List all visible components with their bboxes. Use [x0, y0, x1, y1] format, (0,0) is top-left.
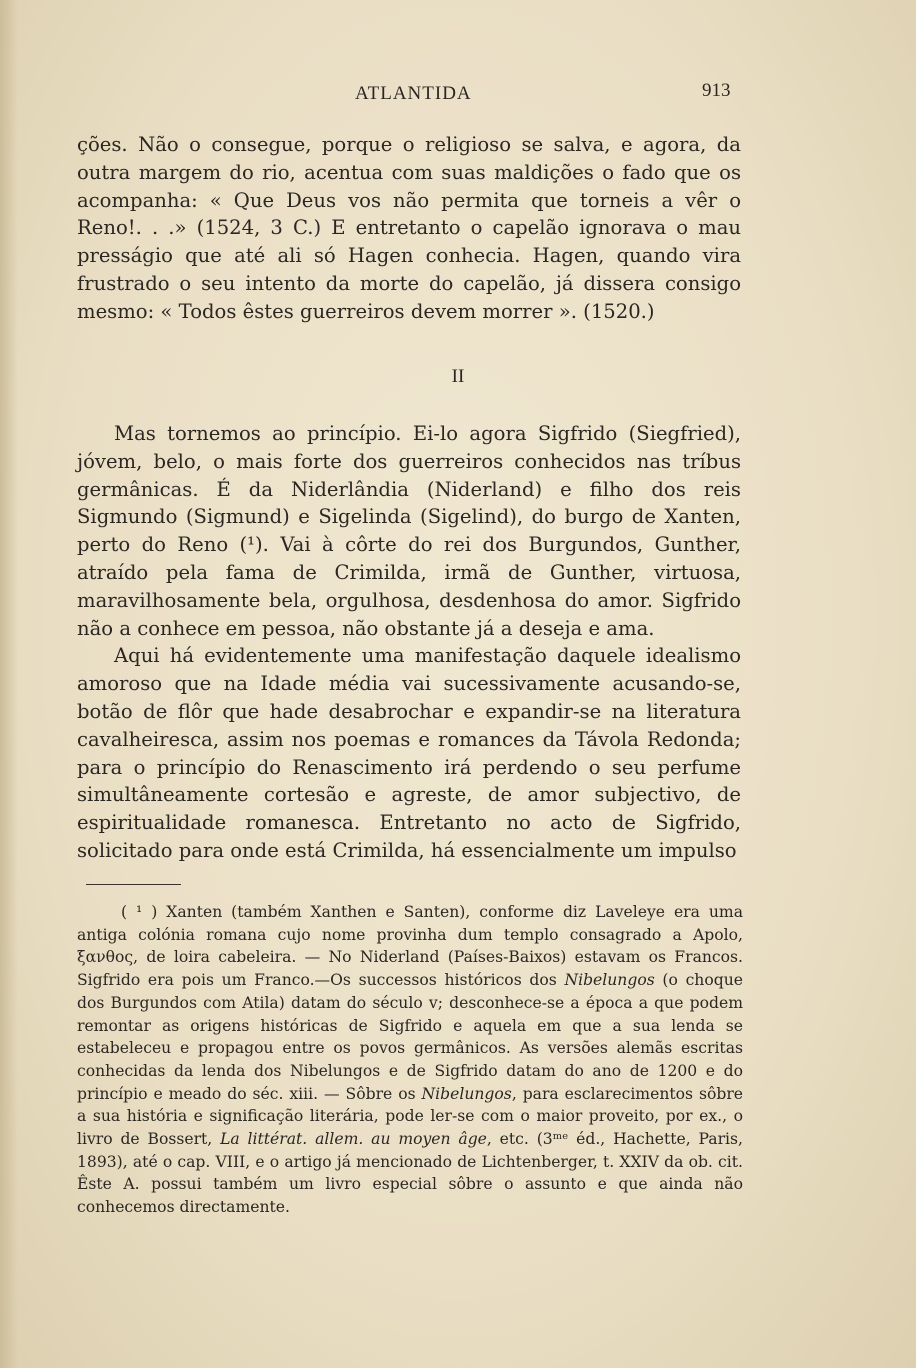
footnote-text-4: , etc. (3ᵐᵉ éd., Hachette, Paris, 1893), até o cap. VIII, e o artigo já mencionado de Lichtenberger, t. XXIV da ob. cit. Êste A. possui também um livro especial sôbre o assunto e que ainda não conhecemos directamente.: [77, 1130, 744, 1217]
continuation-paragraph-block: [77, 131, 741, 326]
continuation-paragraph: ções. Não o consegue, porque o religioso se salva, e agora, da outra margem do rio, acentua com suas maldições o fado que os acompanha: « Que Deus vos não permita que torneis a vêr o Reno!. . .» (1524, 3 C.) E entretanto o capelão ignorava o mau presságio que até ali só Hagen conhecia. Hagen, quando vira frustrado o seu intento da morte do capelão, já dissera consigo mesmo: « Todos êstes guerreiros devem morrer ». (1520.): [77, 133, 741, 323]
footnote: [77, 901, 743, 1219]
footnote-text-3: , para esclarecimentos sôbre a sua história e significação literária, pode ler-se com o maior proveito, por ex., o livro de Bossert,: [77, 1084, 743, 1149]
paragraph-idealismo: Aqui há evidentemente uma manifestação daquele idealismo amoroso que na Idade média vai sucessivamente acusando-se, botão de flôr que hade desabrochar e expandir-se na literatura cavalheiresca, assim nos poemas e romances da Távola Redonda; para o princípio do Renascimento irá perdendo o seu perfume simultâneamente cortesão e agreste, de amor subjectivo, de espiritualidade romanesca. Entretanto no acto de Sigfrido, solicitado para onde está Crimilda, há essencialmente um impulso: [77, 644, 741, 862]
footnote-title-bossert: La littérat. allem. au moyen âge: [220, 1130, 487, 1149]
page-header: [0, 80, 916, 110]
footnote-marker: ( ¹ ): [121, 903, 158, 921]
section-number: II: [451, 366, 465, 387]
footnote-text-2: (o choque dos Burgundos com Atila) datam do século v; desconhece-se a época a que podem remontar as origens históricas de Sigfrido e aquela em que a sua lenda se estabeleceu e propagou entre os povos germânicos. As versões alemãs escritas conhecidas da lenda dos Nibelungos e de Sigfrido datam do ano de 1200 e do princípio e meado do séc. xiii. — Sôbre os: [77, 971, 743, 1103]
footnote-text-1: Xanten (também Xanthen e Santen), conforme diz Laveleye era uma antiga colónia romana cujo nome provinha dum templo consagrado a Apolo, ξανθος, de loira cabeleira. — No Niderland (Países-Baixos) estavam os Francos. Sigfrido era pois um Franco.—Os successos históricos dos: [77, 903, 744, 990]
running-title: ATLANTIDA: [355, 83, 472, 104]
page-edge-shadow: [0, 0, 18, 1368]
paragraph-sigfrido: Mas tornemos ao princípio. Ei-lo agora Sigfrido (Siegfried), jóvem, belo, o mais forte dos guerreiros conhecidos nas tríbus germânicas. É da Niderlândia (Niderland) e filho dos reis Sigmundo (Sigmund) e Sigelinda (Sigelind), do burgo de Xanten, perto do Reno (¹). Vai à côrte do rei dos Burgundos, Gunther, atraído pela fama de Crimilda, irmã de Gunther, virtuosa, maravilhosamente bela, orgulhosa, desdenhosa do amor. Sigfrido não a conhece em pessoa, não obstante já a deseja e ama.: [77, 422, 741, 640]
page-number: 913: [702, 80, 731, 101]
footnote-title-nibelungos-2: Nibelungos: [421, 1084, 512, 1103]
footnote-rule: [86, 884, 181, 885]
section-text: [77, 420, 741, 865]
footnote-title-nibelungos-1: Nibelungos: [564, 971, 655, 990]
